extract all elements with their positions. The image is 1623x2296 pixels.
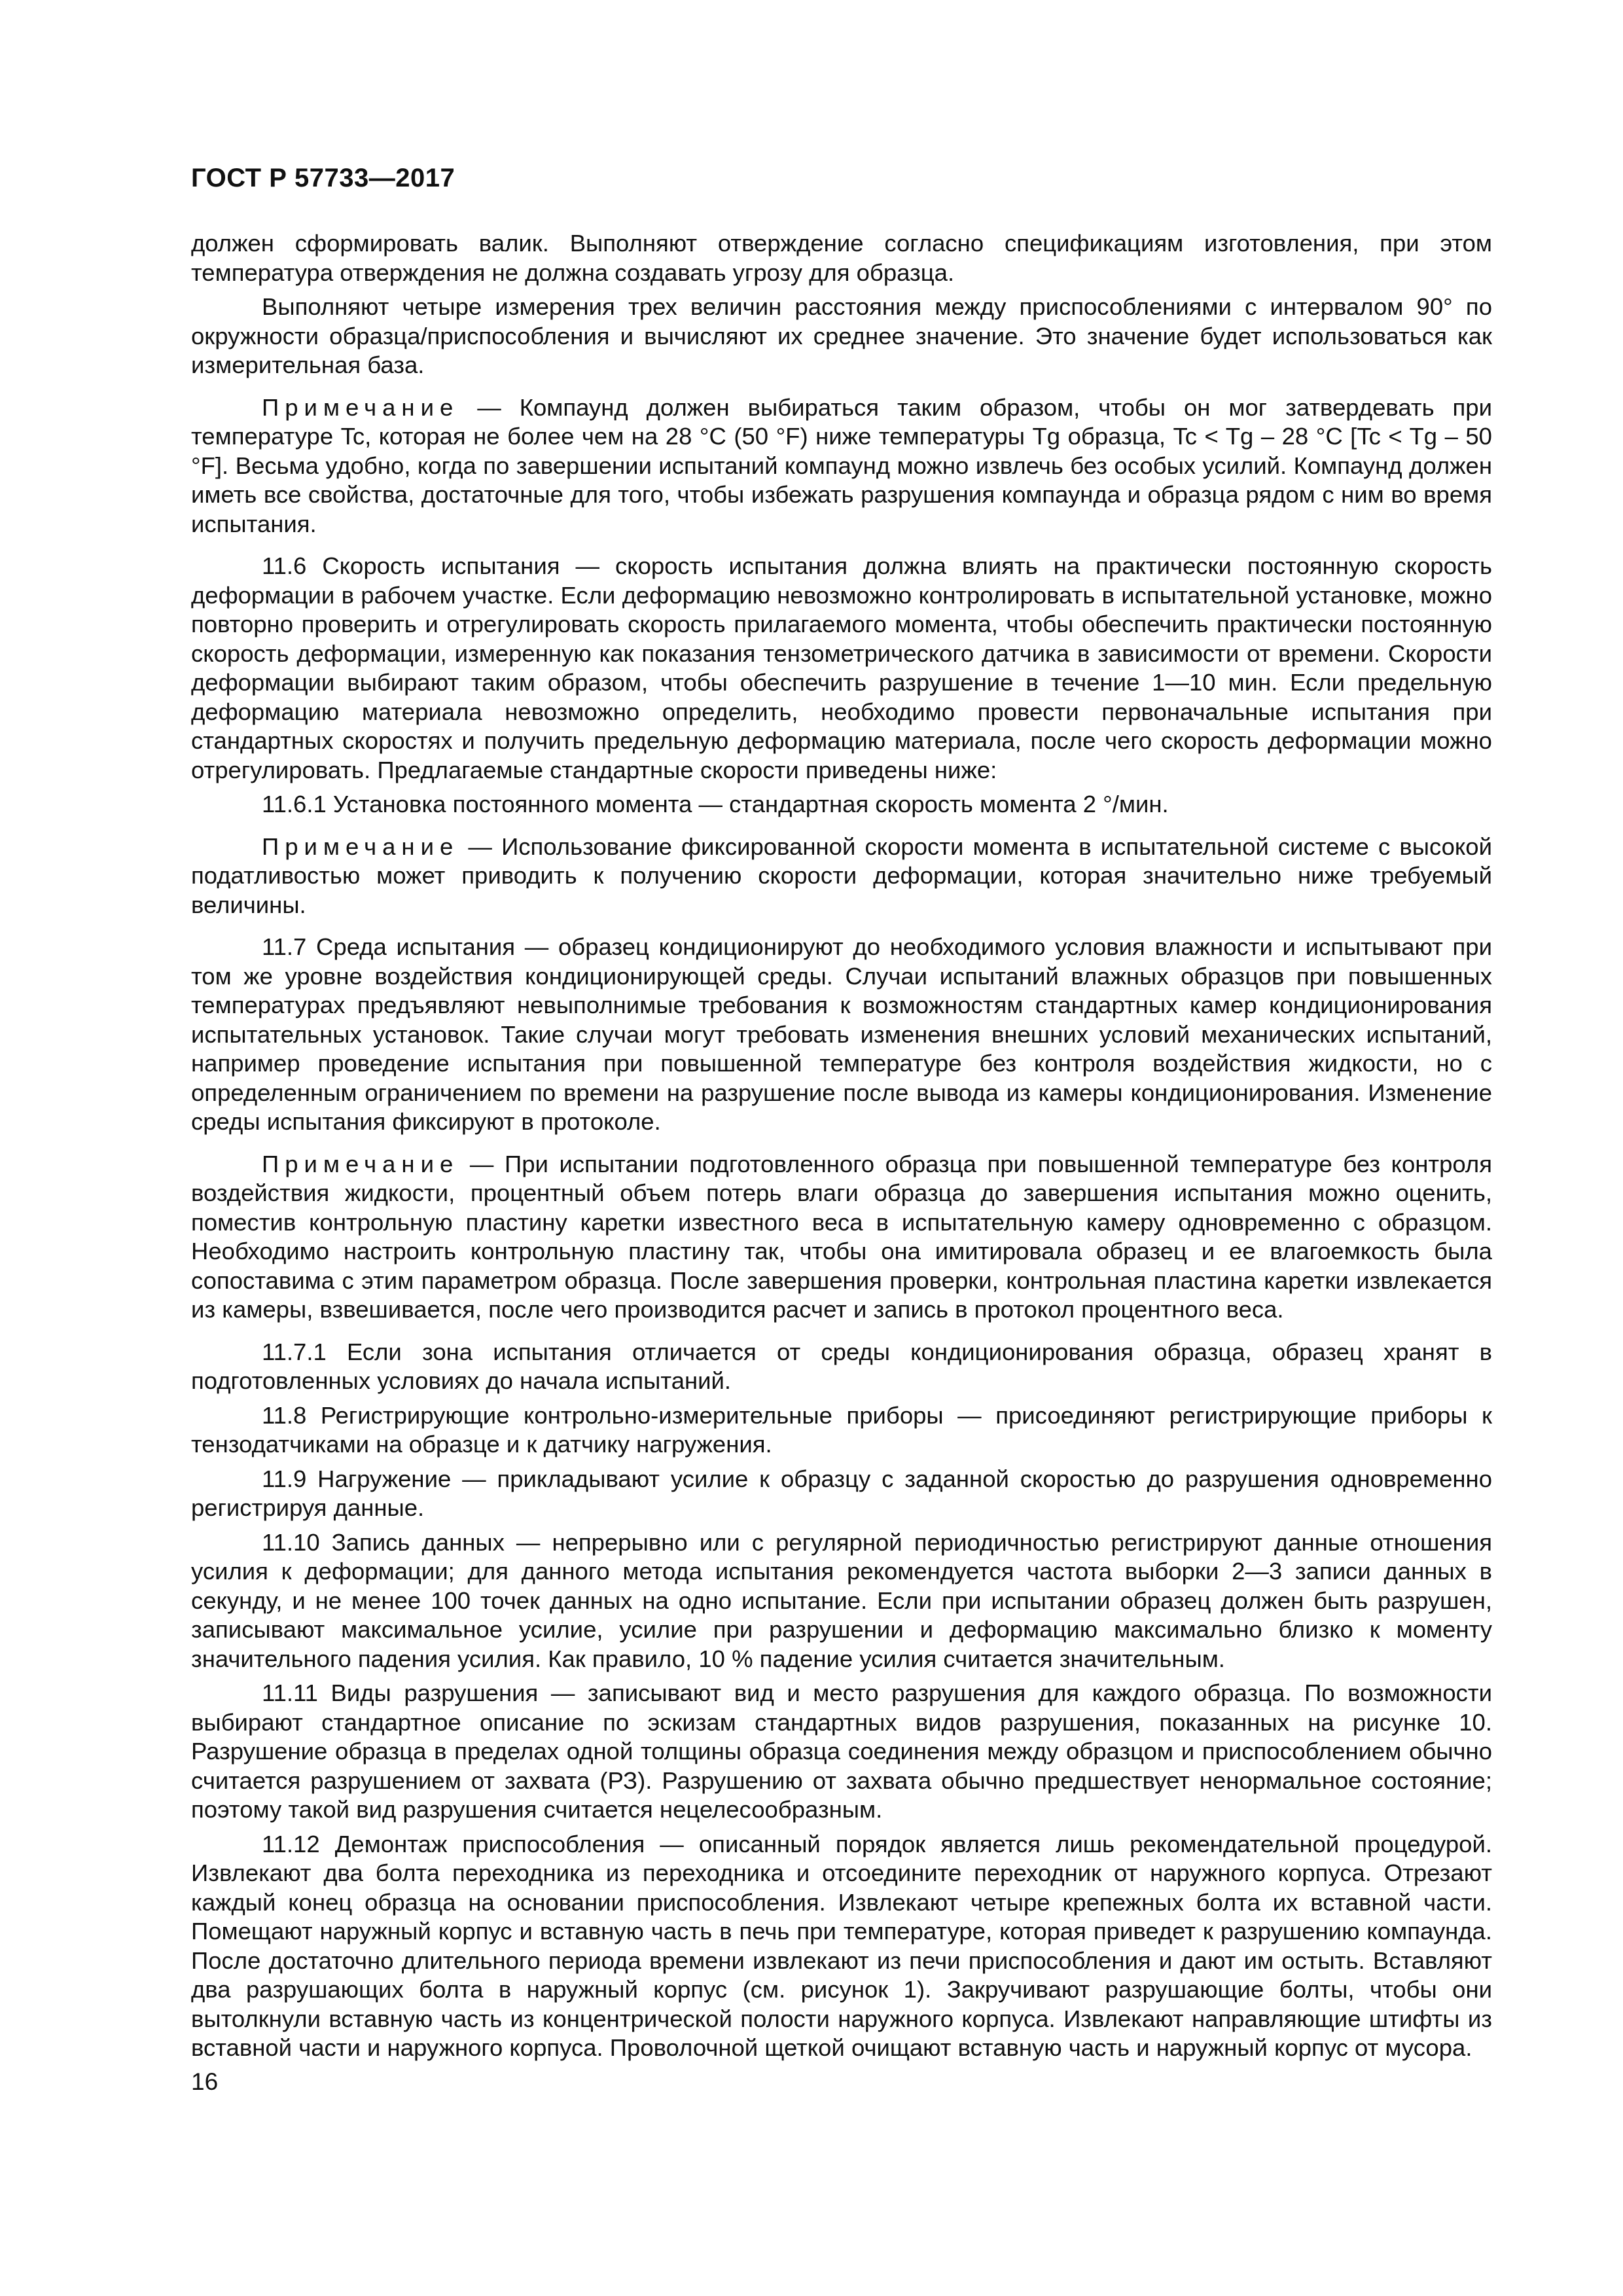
- note-compound: [191, 393, 1492, 539]
- section-11-6: 11.6 Скорость испытания — скорость испытания должна влиять на практически постоянную скорость деформации в рабочем участке. Если деформацию невозможно контролировать в испытательной установке, можно повторно проверить и отрегулировать скорость прилагаемого момента, чтобы обеспечить практически постоянную скорость деформации, измеренную как показания тензометрического датчика в зависимости от времени. Скорости деформации выбирают таким образом, чтобы обеспечить разрушение в течение 1—10 мин. Если предельную деформацию материала невозможно определить, необходимо провести первоначальные испытания при стандартных скоростях и получить предельную деформацию материала, после чего скорость деформации можно отрегулировать. Предлагаемые стандартные скорости приведены ниже:: [191, 552, 1492, 783]
- section-11-6-1: 11.6.1 Установка постоянного момента — стандартная скорость момента 2 °/мин.: [262, 791, 1169, 817]
- note-fixed-rate: [191, 833, 1492, 920]
- section-11-11: 11.11 Виды разрушения — записывают вид и место разрушения для каждого образца. По возможности выбирают стандартное описание по эскизам стандартных видов разрушения, показанных на рисунке 10. Разрушение образца в пределах одной толщины образца соединения между образцом и приспособлением обычно считается разрушением от захвата (РЗ). Разрушению от захвата обычно предшествует ненормальное состояние; поэтому такой вид разрушения считается нецелесообразным.: [191, 1679, 1492, 1823]
- document-body: [191, 229, 1492, 2068]
- note-moisture: [191, 1150, 1492, 1325]
- section-11-7: 11.7 Среда испытания — образец кондиционируют до необходимого условия влажности и испытывают при том же уровне воздействия кондиционирующей среды. Случаи испытаний влажных образцов при повышенных температурах предъявляют невыполнимые требования к возможностям стандартных камер кондиционирования испытательных установок. Такие случаи могут требовать изменения внешних условий механических испытаний, например проведение испытания при повышенной температуре без контроля воздействия жидкости, но с определенным ограничением по времени на разрушение после вывода из камеры кондиционирования. Изменение среды испытания фиксируют в протоколе.: [191, 933, 1492, 1135]
- section-11-10: 11.10 Запись данных — непрерывно или с регулярной периодичностью регистрируют данные отношения усилия к деформации; для данного метода испытания рекомендуется частота выборки 2—3 записи данных в секунду, и не менее 100 точек данных на одно испытание. Если при испытании образец должен быть разрушен, записывают максимальное усилие, усилие при разрушении и деформацию максимально близко к моменту значительного падения усилия. Как правило, 10 % падение усилия считается значительным.: [191, 1528, 1492, 1672]
- note-text: — Использование фиксированной скорости момента в испытательной системе с высокой податливостью может приводить к получению скорости деформации, которая значительно ниже требуемый величины.: [191, 833, 1492, 918]
- section-11-9: 11.9 Нагружение — прикладывают усилие к образцу с заданной скоростью до разрушения одновременно регистрируя данные.: [191, 1465, 1492, 1521]
- page-number: 16: [191, 2068, 219, 2095]
- note-label: Примечание: [262, 1150, 459, 1177]
- note-label: Примечание: [262, 393, 459, 421]
- note-label: Примечание: [262, 833, 459, 860]
- section-11-7-1: 11.7.1 Если зона испытания отличается от среды кондиционирования образца, образец хранят в подготовленных условиях до начала испытаний.: [191, 1338, 1492, 1394]
- section-11-12: 11.12 Демонтаж приспособления — описанный порядок является лишь рекомендательной процедурой. Извлекают два болта переходника из переходника и отсоедините переходник от наружного корпуса. Отрезают каждый конец образца на основании приспособления. Извлекают четыре крепежных болта их вставной части. Помещают наружный корпус и вставную часть в печь при температуре, которая приведет к разрушению компаунда. После достаточно длительного периода времени извлекают из печи приспособления и дают им остыть. Вставляют два разрушающих болта в наружный корпус (см. рисунок 1). Закручивают разрушающие болты, чтобы они вытолкнули вставную часть из концентрической полости наружного корпуса. Извлекают направляющие штифты из вставной части и наружного корпуса. Проволочной щеткой очищают вставную часть и наружный корпус от мусора.: [191, 1830, 1492, 2061]
- note-text: — Компаунд должен выбираться таким образом, чтобы он мог затвердевать при температуре Tc, которая не более чем на 28 °С (50 °F) ниже температуры Tg образца, Tc < Tg – 28 °C [Tc < Tg – 50 °F]. Весьма удобно, когда по завершении испытаний компаунд можно извлечь без особых усилий. Компаунд должен иметь все свойства, достаточные для того, чтобы избежать разрушения компаунда и образца рядом с ним во время испытания.: [191, 393, 1492, 537]
- document-header: ГОСТ Р 57733—2017: [191, 164, 455, 192]
- paragraph-continuation: должен сформировать валик. Выполняют отверждение согласно спецификациям изготовления, при этом температура отверждения не должна создавать угрозу для образца.: [191, 230, 1492, 286]
- paragraph-measurements: Выполняют четыре измерения трех величин расстояния между приспособлениями с интервалом 90° по окружности образца/приспособления и вычисляют их среднее значение. Это значение будет использоваться как измерительная база.: [191, 293, 1492, 378]
- section-11-8: 11.8 Регистрирующие контрольно-измерительные приборы — присоединяют регистрирующие приборы к тензодатчиками на образце и к датчику нагружения.: [191, 1401, 1492, 1458]
- note-text: — При испытании подготовленного образца при повышенной температуре без контроля воздействия жидкости, процентный объем потерь влаги образца до завершения испытания можно оценить, поместив контрольную пластину каретки известного веса в испытательную камеру одновременно с образцом. Необходимо настроить контрольную пластину так, чтобы она имитировала образец и ее влагоемкость была сопоставима с этим параметром образца. После завершения проверки, контрольная пластина каретки извлекается из камеры, взвешивается, после чего производится расчет и запись в протокол процентного веса.: [191, 1150, 1492, 1323]
